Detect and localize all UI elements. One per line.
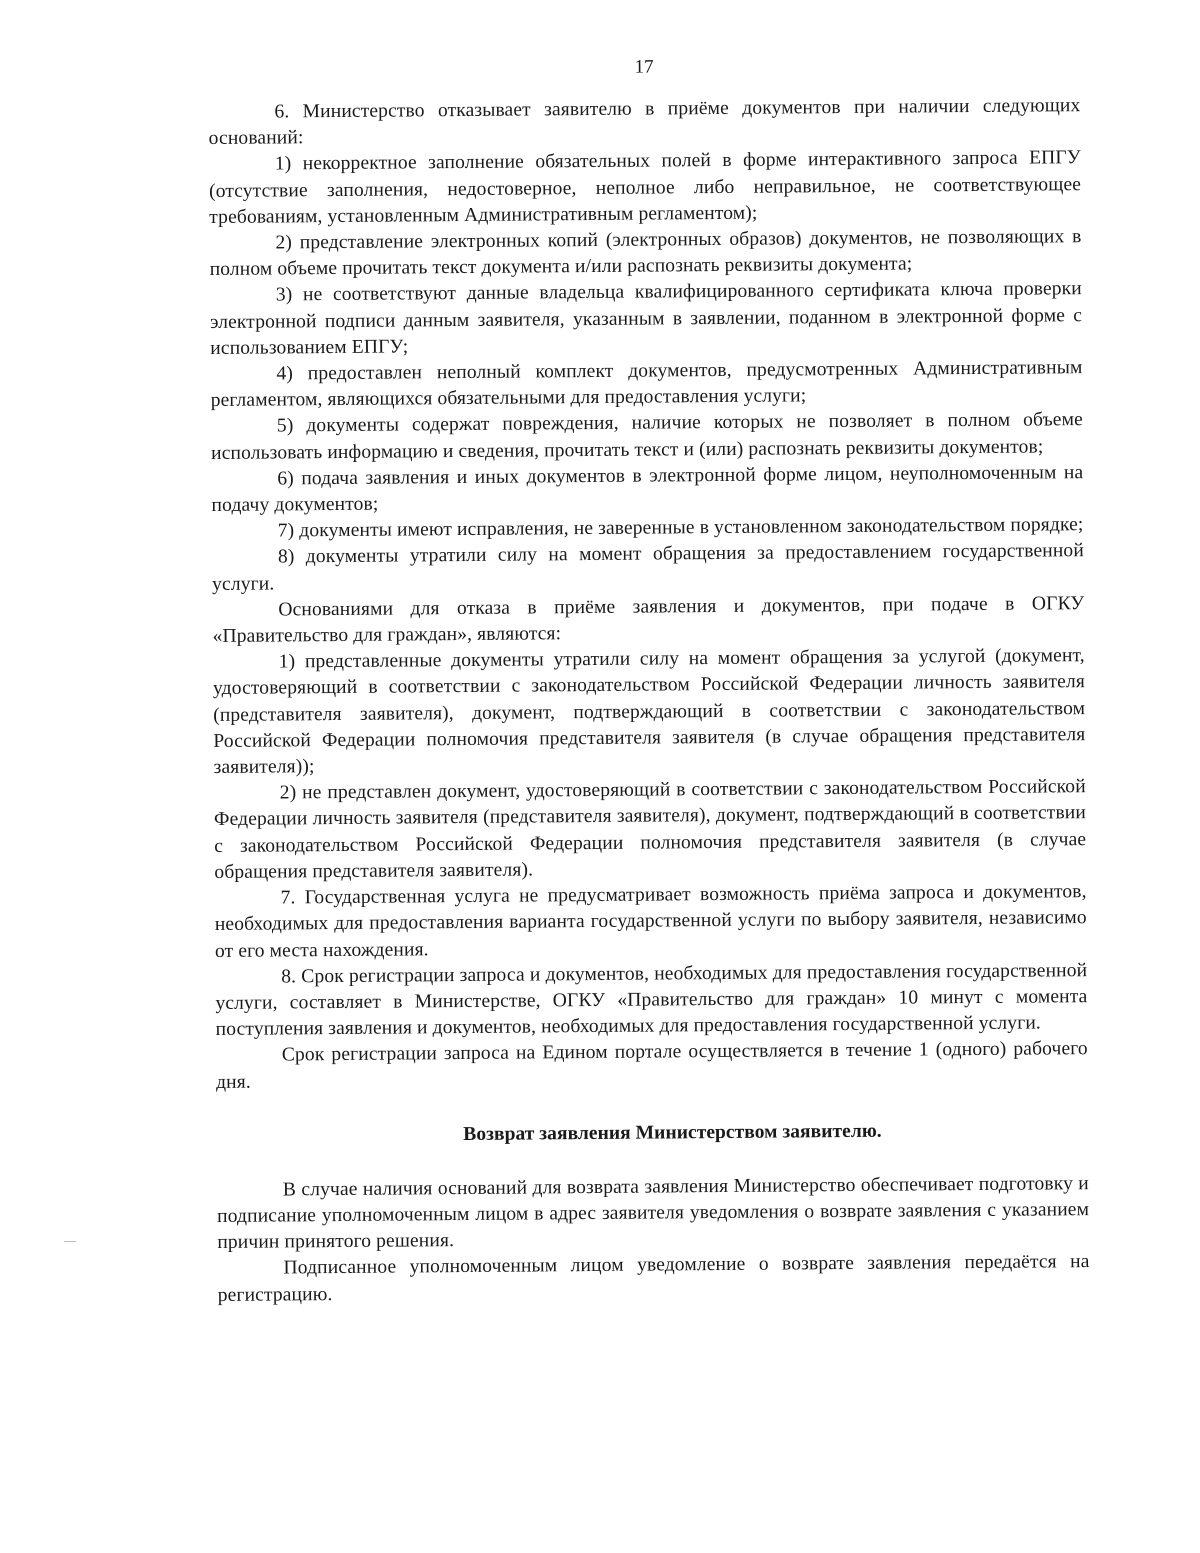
section-refusal-grounds: [208, 93, 1088, 1096]
paragraph: Основаниями для отказа в приёме заявления и документов, при подаче в ОГКУ «Правительство для граждан», являются:: [212, 592, 1085, 648]
paragraph: 1) некорректное заполнение обязательных полей в форме интерактивного запроса ЕПГУ (отсутствие заполнения, недостоверное, неполное либо неправильное, не соответствующее требованиям, установленным Административным регламентом);: [208, 147, 1082, 228]
paragraph: 8) документы утратили силу на момент обращения за предоставлением государственной услуги.: [212, 540, 1084, 595]
paragraph: 3) не соответствуют данные владельца квалифицированного сертификата ключа проверки электронной подписи данным заявителя, указанным в заявлении, поданном в электронной форме с использованием ЕПГУ;: [209, 278, 1083, 359]
section-return-application: [217, 1171, 1090, 1309]
paragraph: 6. Министерство отказывает заявителю в приёме документов при наличии следующих оснований:: [208, 95, 1081, 150]
paragraph: В случае наличия оснований для возврата заявления Министерство обеспечивает подготовку и подписание уполномоченным лицом в адрес заявителя уведомления о возврате заявления с указанием причин принятого решения.: [216, 1172, 1090, 1254]
paragraph: 6) подача заявления и иных документов в электронной форме лицом, неуполномоченным на подачу документов;: [211, 461, 1084, 517]
paragraph: 5) документы содержат повреждения, наличие которых не позволяет в полном объеме использовать информацию и сведения, прочитать текст и (или) распознать реквизиты документов;: [211, 409, 1083, 464]
paragraph: 1) представленные документы утратили силу на момент обращения за услугой (документ, удостоверяющий в соответствии с законодательством Российской Федерации личность заявителя (представителя заявителя), документ, подтверждающий в соответствии с законодательством Российской Федерации полномочия представителя заявителя (в случае обращения представителя заявителя));: [212, 645, 1086, 779]
paragraph: 7) документы имеют исправления, не заверенные в установленном законодательством порядке;: [277, 514, 1084, 542]
section-heading: Возврат заявления Министерством заявителю.: [463, 1120, 882, 1145]
document-page: [208, 53, 1090, 1309]
paragraph: 2) не представлен документ, удостоверяющий в соответствии с законодательством Российской Федерации личность заявителя (представителя заявителя), документ, подтверждающий в соответствии с законодательством Российской Федерации полномочия представителя заявителя (в случае обращения представителя заявителя).: [213, 776, 1087, 883]
paragraph: 2) представление электронных копий (электронных образов) документов, не позволяющих в полном объеме прочитать текст документа и/или распознать реквизиты документа;: [209, 226, 1082, 281]
paragraph: 8. Срок регистрации запроса и документов, необходимых для предоставления государственной услуги, составляет в Министерстве, ОГКУ «Правительство для граждан» 10 минут с момента поступления заявления и документов, необходимых для предоставления государственной услуги.: [215, 959, 1088, 1041]
paragraph: Срок регистрации запроса на Едином портале осуществляется в течение 1 (одного) рабочего дня.: [215, 1038, 1088, 1093]
scan-artifact-mark: [64, 1241, 76, 1242]
paragraph: 4) предоставлен неполный комплект документов, предусмотренных Административным регламентом, являющихся обязательными для предоставления услуги;: [210, 357, 1083, 412]
paragraph: 7. Государственная услуга не предусматривает возможность приёма запроса и документов, необходимых для предоставления варианта государственной услуги по выбору заявителя, независимо от его места нахождения.: [214, 881, 1087, 962]
paragraph: Подписанное уполномоченным лицом уведомление о возврате заявления передаётся на регистрацию.: [217, 1251, 1090, 1306]
page-number: 17: [634, 56, 654, 78]
